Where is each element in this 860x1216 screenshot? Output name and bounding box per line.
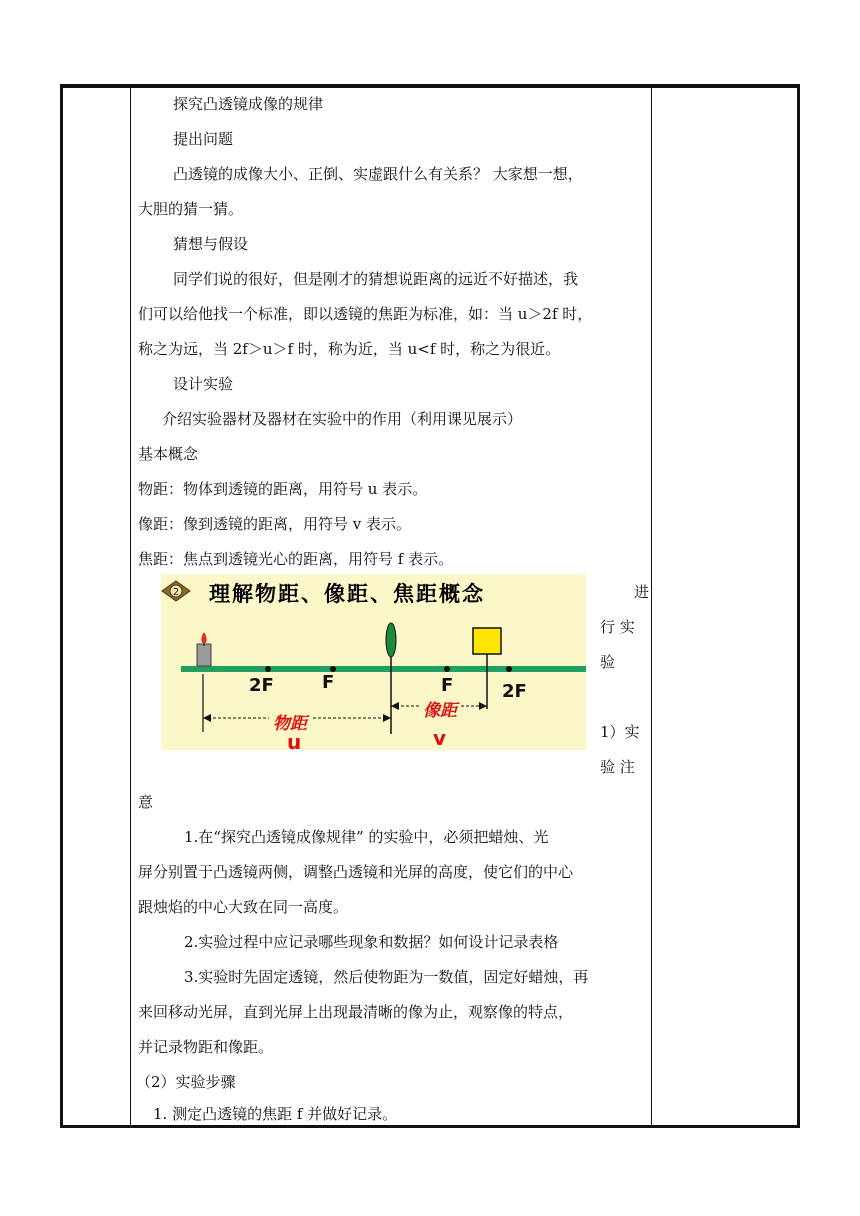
label-2f-left: 2F [249, 675, 274, 696]
note-3-line-1: 3.实验时先固定透镜，然后使物距为一数值，固定好蜡烛，再 [184, 968, 589, 986]
table-bottom-border [60, 1125, 800, 1128]
note-continuation: 意 [138, 793, 154, 811]
object-distance-label: 物距 [269, 709, 311, 734]
screen-icon [473, 628, 501, 654]
lens-icon [386, 623, 396, 657]
principal-axis [181, 666, 586, 672]
label-f-right: F [441, 675, 454, 696]
heading-hypothesis: 猜想与假设 [173, 235, 249, 253]
point-2f-right [506, 666, 512, 672]
note-1-line-2: 屏分别置于凸透镜两侧，调整凸透镜和光屏的高度，使它们的中心 [138, 863, 574, 881]
hypothesis-line-3: 称之为远，当 2f＞u＞f 时，称为近，当 u<f 时，称之为很近。 [138, 340, 561, 358]
heading-steps: （2）实验步骤 [136, 1073, 236, 1091]
note-3-line-3: 并记录物距和像距。 [138, 1038, 274, 1056]
note-2: 2.实验过程中应记录哪些现象和数据？如何设计记录表格 [184, 933, 559, 951]
object-distance-symbol: u [287, 730, 302, 754]
optics-diagram [161, 574, 586, 750]
section-title: 探究凸透镜成像的规律 [173, 95, 324, 113]
side-text-1: 进 [634, 583, 650, 601]
question-line-2: 大胆的猜一猜。 [138, 200, 244, 218]
hypothesis-line-1: 同学们说的很好，但是刚才的猜想说距离的远近不好描述，我 [173, 270, 579, 288]
side-text-2: 行 实 [600, 618, 635, 636]
concept-object-distance: 物距：物体到透镜的距离，用符号 u 表示。 [138, 480, 428, 498]
side-text-4: 1）实 [600, 723, 640, 741]
candle-icon [197, 632, 211, 666]
concept-focal-length: 焦距：焦点到透镜光心的距离，用符号 f 表示。 [138, 550, 454, 568]
heading-design: 设计实验 [173, 375, 234, 393]
design-line: 介绍实验器材及器材在实验中的作用（利用课见展示） [162, 410, 523, 428]
column-divider-left [130, 88, 131, 1128]
point-2f-left [265, 666, 271, 672]
image-distance-label: 像距 [419, 696, 461, 721]
distance-concept-figure [161, 574, 586, 754]
note-1-line-3: 跟烛焰的中心大致在同一高度。 [138, 898, 349, 916]
badge-number: 2 [172, 587, 180, 598]
step-1: 1. 测定凸透镜的焦距 f 并做好记录。 [153, 1105, 398, 1123]
label-2f-right: 2F [502, 681, 527, 702]
side-text-5: 验 注 [600, 758, 635, 776]
note-1-line-1: 1.在“探究凸透镜成像规律” 的实验中，必须把蜡烛、光 [184, 828, 549, 846]
concept-image-distance: 像距：像到透镜的距离，用符号 v 表示。 [138, 515, 412, 533]
side-text-3: 验 [600, 653, 616, 671]
column-divider-right [651, 88, 652, 1128]
point-f-right [444, 666, 450, 672]
heading-question: 提出问题 [173, 130, 234, 148]
image-distance-symbol: v [433, 726, 447, 750]
label-f-left: F [322, 672, 335, 693]
note-3-line-2: 来回移动光屏，直到光屏上出现最清晰的像为止，观察像的特点， [138, 1003, 574, 1021]
hypothesis-line-2: 们可以给他找一个标准，即以透镜的焦距为标准，如：当 u＞2f 时， [138, 305, 593, 323]
heading-concepts: 基本概念 [138, 445, 199, 463]
question-line-1: 凸透镜的成像大小、正倒、实虚跟什么有关系？ 大家想一想， [173, 165, 583, 183]
figure-title: 理解物距、像距、焦距概念 [209, 582, 485, 606]
